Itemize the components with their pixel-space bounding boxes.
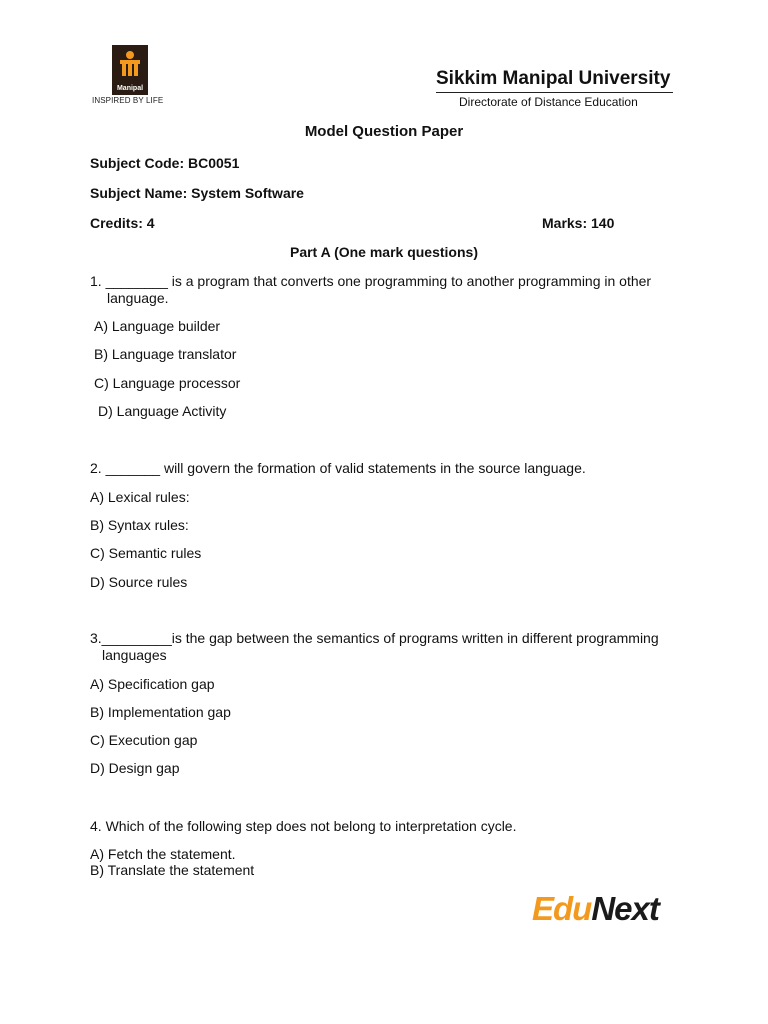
subject-code: Subject Code: BC0051	[90, 155, 240, 171]
question-1-option-a: A) Language builder	[94, 318, 221, 334]
question-3-text: 3._________is the gap between the semantics of programs written in different programming	[90, 630, 659, 646]
question-3-option-d: D) Design gap	[90, 760, 180, 776]
manipal-emblem-icon	[118, 50, 142, 78]
question-1-text: 1. ________ is a program that converts one programming to another programming in other	[90, 273, 652, 289]
question-3-option-a: A) Specification gap	[90, 676, 215, 692]
question-1-option-b: B) Language translator	[94, 346, 237, 362]
marks: Marks: 140	[542, 215, 615, 231]
question-4-option-b: B) Translate the statement	[90, 862, 255, 878]
question-2-text: 2. _______ will govern the formation of valid statements in the source language.	[90, 460, 586, 476]
edunext-logo-part1: Edu	[532, 890, 592, 927]
question-2-option-c: C) Semantic rules	[90, 545, 202, 561]
question-3-option-c: C) Execution gap	[90, 732, 198, 748]
subject-name: Subject Name: System Software	[90, 185, 304, 201]
question-1-option-d: D) Language Activity	[98, 403, 227, 419]
question-4-option-a: A) Fetch the statement.	[90, 846, 236, 862]
page-title: Model Question Paper	[304, 123, 464, 140]
question-2-option-a: A) Lexical rules:	[90, 489, 190, 505]
question-1-option-c: C) Language processor	[94, 375, 241, 391]
question-3-option-b: B) Implementation gap	[90, 704, 231, 720]
university-subtitle: Directorate of Distance Education	[459, 95, 638, 109]
question-1-text-cont: language.	[107, 290, 169, 306]
question-2-option-d: D) Source rules	[90, 574, 188, 590]
question-3-text-cont: languages	[102, 647, 167, 663]
manipal-logo	[112, 45, 148, 95]
edunext-logo-part2: Next	[591, 890, 659, 927]
logo-word: Manipal	[116, 85, 144, 92]
header-divider	[436, 92, 673, 93]
part-heading: Part A (One mark questions)	[289, 244, 478, 260]
question-4-text: 4. Which of the following step does not belong to interpretation cycle.	[90, 818, 517, 834]
logo-tagline: INSPIRED BY LIFE	[92, 96, 164, 105]
question-2-option-b: B) Syntax rules:	[90, 517, 189, 533]
edunext-logo	[532, 890, 659, 928]
university-name: Sikkim Manipal University	[436, 68, 671, 89]
credits: Credits: 4	[90, 215, 155, 231]
